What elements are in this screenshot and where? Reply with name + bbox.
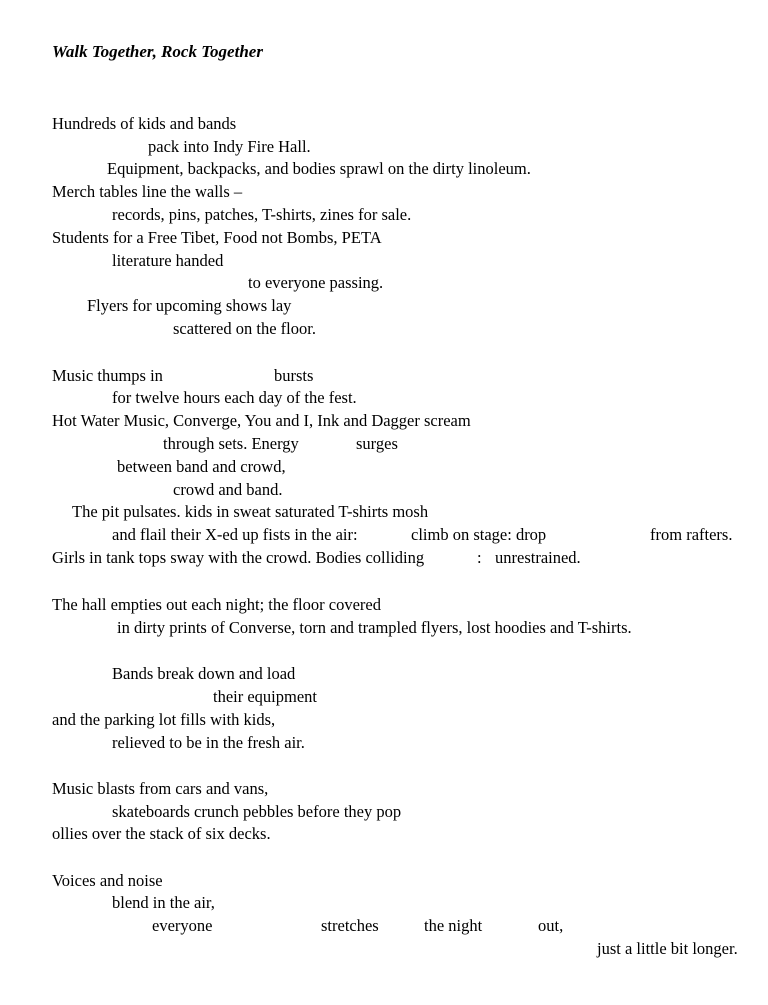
poem-line: Equipment, backpacks, and bodies sprawl on the dirty linoleum. xyxy=(107,159,531,178)
poem-line: and the parking lot fills with kids, xyxy=(52,710,276,729)
line-segment: and flail their X-ed up fists in the air: xyxy=(112,525,358,544)
poem-line: Bands break down and load xyxy=(112,664,296,683)
poem-line: literature handed xyxy=(112,251,224,270)
poem-line: The pit pulsates. kids in sweat saturated T-shirts mosh xyxy=(72,502,429,521)
poem-line: Music blasts from cars and vans, xyxy=(52,779,269,798)
line-segment: from rafters. xyxy=(650,525,733,544)
line-segment: through sets. Energy xyxy=(163,434,299,453)
poem-line: relieved to be in the fresh air. xyxy=(112,733,305,752)
poem-line: blend in the air, xyxy=(112,893,215,912)
poem-line: ollies over the stack of six decks. xyxy=(52,824,271,843)
line-segment: : xyxy=(477,548,482,567)
line-segment: Girls in tank tops sway with the crowd. Bodies colliding xyxy=(52,548,425,567)
line-segment: out, xyxy=(538,916,564,935)
poem-line: just a little bit longer. xyxy=(597,939,738,958)
line-segment: climb on stage: drop xyxy=(411,525,547,544)
poem-line: between band and crowd, xyxy=(117,457,286,476)
poem-line: records, pins, patches, T-shirts, zines for sale. xyxy=(112,205,412,224)
poem-line: Flyers for upcoming shows lay xyxy=(87,296,292,315)
poem-line: Merch tables line the walls – xyxy=(52,182,243,201)
poem-line xyxy=(52,548,652,568)
poem-line: Hot Water Music, Converge, You and I, Ink and Dagger scream xyxy=(52,411,471,430)
poem-line xyxy=(163,434,463,454)
line-segment: surges xyxy=(356,434,398,453)
poem-line: Students for a Free Tibet, Food not Bombs, PETA xyxy=(52,228,382,247)
poem-line: The hall empties out each night; the floor covered xyxy=(52,595,381,614)
poem-line: their equipment xyxy=(213,687,318,706)
line-segment: everyone xyxy=(152,916,213,935)
poem-line xyxy=(52,366,752,386)
poem-line: for twelve hours each day of the fest. xyxy=(112,388,357,407)
line-segment: Music thumps in xyxy=(52,366,163,385)
poem-line: crowd and band. xyxy=(173,480,283,499)
poem-line: Voices and noise xyxy=(52,871,163,890)
line-segment: stretches xyxy=(321,916,379,935)
poem-line: pack into Indy Fire Hall. xyxy=(148,137,311,156)
poem-title: Walk Together, Rock Together xyxy=(52,42,263,61)
poem-line xyxy=(152,916,592,936)
poem-line: in dirty prints of Converse, torn and trampled flyers, lost hoodies and T-shirts. xyxy=(117,618,632,637)
poem-line: to everyone passing. xyxy=(248,273,384,292)
line-segment: bursts xyxy=(274,366,314,385)
poem-line: skateboards crunch pebbles before they pop xyxy=(112,802,402,821)
line-segment: the night xyxy=(424,916,483,935)
poem-line xyxy=(112,525,752,545)
line-segment: unrestrained. xyxy=(495,548,581,567)
poem-line: Hundreds of kids and bands xyxy=(52,114,237,133)
poem-line: scattered on the floor. xyxy=(173,319,316,338)
